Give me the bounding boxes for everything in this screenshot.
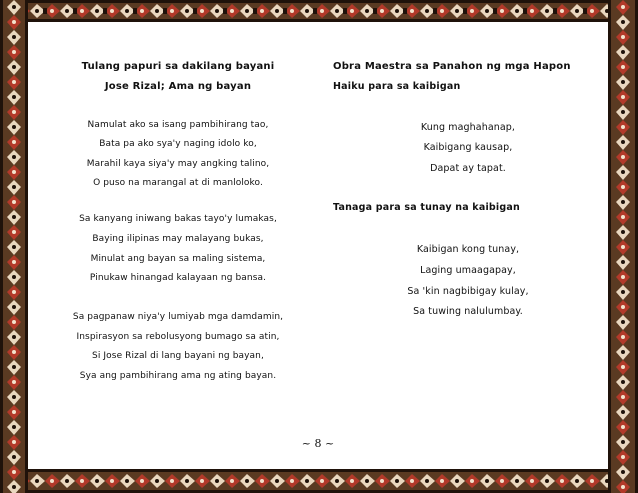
haiku-title: Haiku para sa kaibigan [333,81,461,92]
tanaga-line: Laging umaagapay, [420,265,516,276]
poem-line: Sa pagpanaw niya'y lumiyab mga damdamin, [72,312,284,322]
haiku-line: Dapat ay tapat. [430,163,506,174]
section-title: Obra Maestra sa Panahon ng mga Hapon [333,61,571,72]
poem-line: O puso na marangal at di manloloko. [93,178,263,188]
decorative-border-left [0,0,28,493]
page-number: ~ 8 ~ [301,437,335,450]
poem-line: Sya ang pambihirang ama ng ating bayan. [79,371,277,381]
poem-line: Pinukaw hinangad kalayaan ng bansa. [89,273,267,283]
tanaga-title: Tanaga para sa tunay na kaibigan [333,202,520,213]
haiku-line: Kaibigang kausap, [423,142,513,153]
poem-subtitle: Jose Rizal; Ama ng bayan [104,81,252,92]
poem-line: Si Jose Rizal di lang bayani ng bayan, [92,351,264,361]
poem-line: Marahil kaya siya'y may angking talino, [86,159,270,169]
decorative-border-right [608,0,638,493]
tanaga-line: Sa tuwing nalulumbay. [413,306,523,317]
tanaga-line: Sa 'kin nagbibigay kulay, [407,286,529,297]
poem-line: Bata pa ako sya'y naging idolo ko, [99,139,257,149]
decorative-border-top [0,0,638,22]
poem-line: Namulat ako sa isang pambihirang tao, [87,120,269,130]
haiku-line: Kung maghahanap, [420,122,516,133]
poem-line: Sa kanyang iniwang bakas tayo'y lumakas, [79,214,277,224]
poem-title: Tulang papuri sa dakilang bayani [81,61,275,72]
poem-line: Inspirasyon sa rebolusyong bumago sa atin, [76,332,280,342]
decorative-border-bottom [0,469,638,493]
page [28,22,608,469]
poem-line: Minulat ang bayan sa maling sistema, [90,254,266,264]
tanaga-line: Kaibigan kong tunay, [416,244,520,255]
poem-line: Baying ilipinas may malayang bukas, [92,234,264,244]
